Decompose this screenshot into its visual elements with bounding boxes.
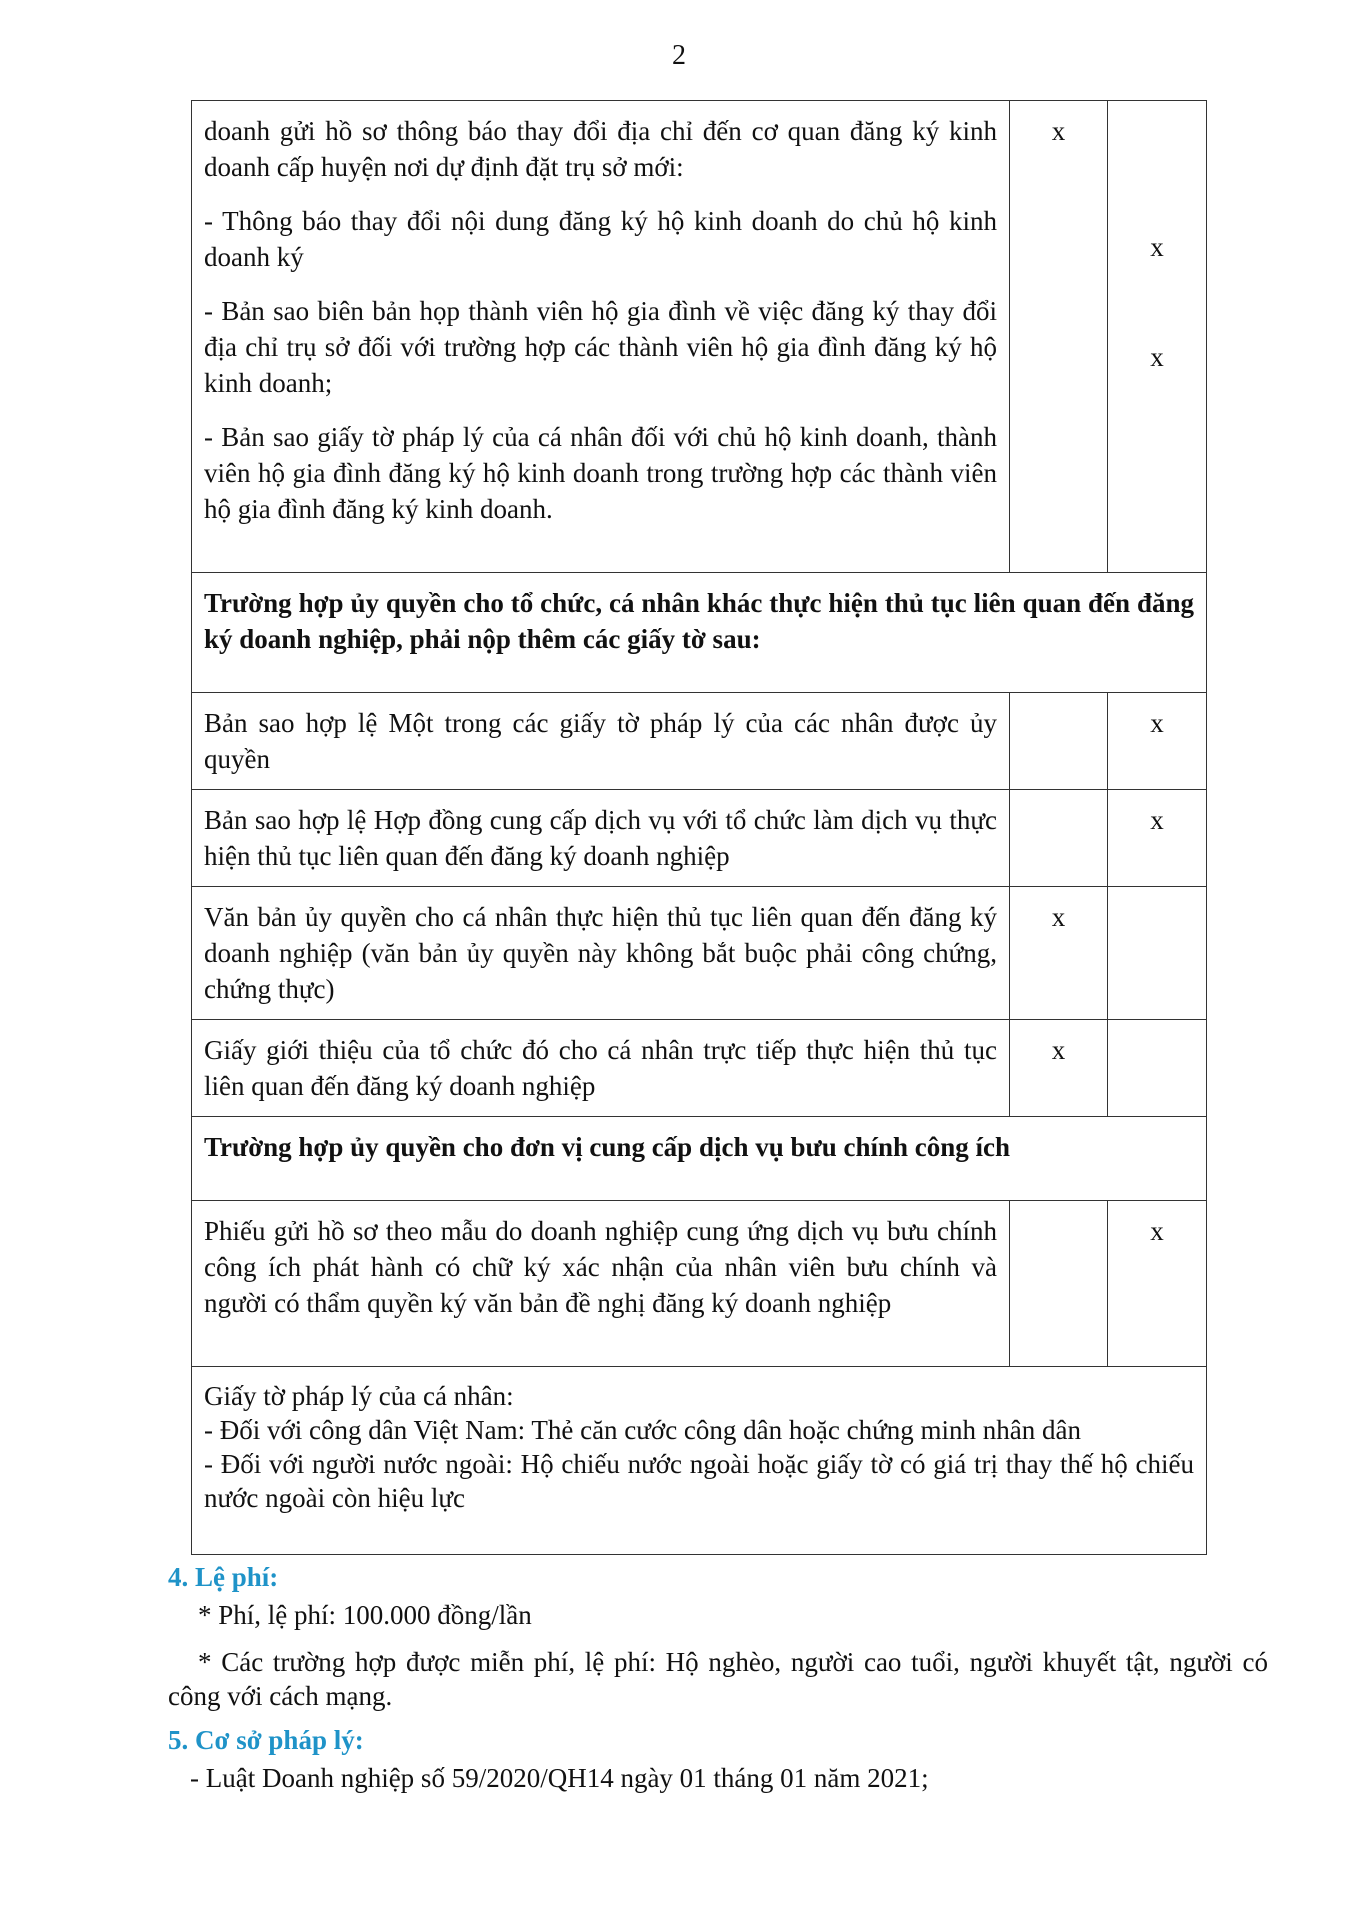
- copy-cell: [1108, 1020, 1207, 1117]
- table-row: [192, 101, 1207, 573]
- table-heading-row: [192, 1117, 1207, 1201]
- original-copy-cell: [1010, 790, 1108, 887]
- original-copy-cell: [1010, 887, 1108, 1020]
- document-description: Bản sao hợp lệ Hợp đồng cung cấp dịch vụ với tổ chức làm dịch vụ thực hiện thủ tục liên quan đến đăng ký doanh nghiệp: [192, 790, 1010, 887]
- row-paragraph: - Thông báo thay đổi nội dung đăng ký hộ kinh doanh do chủ hộ kinh doanh ký: [204, 206, 997, 272]
- check-mark: x: [1051, 902, 1066, 932]
- row-paragraph: - Bản sao biên bản họp thành viên hộ gia đình về việc đăng ký thay đổi địa chỉ trụ sở đối với trường hợp các thành viên hộ gia đình đăng ký hộ kinh doanh;: [204, 296, 997, 398]
- table-row: [192, 693, 1207, 790]
- legal-papers-note: [192, 1367, 1207, 1555]
- copy-cell: [1108, 101, 1207, 573]
- legal-basis-text: - Luật Doanh nghiệp số 59/2020/QH14 ngày 01 tháng 01 năm 2021;: [190, 1763, 929, 1793]
- note-line: - Đối với người nước ngoài: Hộ chiếu nước ngoài hoặc giấy tờ có giá trị thay thế hộ chiếu nước ngoài còn hiệu lực: [204, 1449, 1194, 1513]
- check-mark: x: [1051, 116, 1066, 146]
- check-mark: x: [1150, 1216, 1164, 1246]
- document-description: Phiếu gửi hồ sơ theo mẫu do doanh nghiệp cung ứng dịch vụ bưu chính công ích phát hành có chữ ký xác nhận của nhân viên bưu chính và người có thẩm quyền ký văn bản đề nghị đăng ký doanh nghiệp: [192, 1201, 1010, 1367]
- row-paragraph: - Bản sao giấy tờ pháp lý của cá nhân đối với chủ hộ kinh doanh, thành viên hộ gia đình đăng ký hộ kinh doanh trong trường hợp các thành viên hộ gia đình đăng ký kinh doanh.: [204, 422, 997, 524]
- original-copy-cell: [1010, 693, 1108, 790]
- original-copy-cell: [1010, 1201, 1108, 1367]
- original-copy-cell: [1010, 101, 1108, 573]
- fee-text: * Phí, lệ phí: 100.000 đồng/lần: [198, 1600, 532, 1630]
- copy-cell: [1108, 1201, 1207, 1367]
- table-heading-row: [192, 573, 1207, 693]
- table-row: [192, 1020, 1207, 1117]
- copy-cell: [1108, 790, 1207, 887]
- copy-cell: [1108, 887, 1207, 1020]
- document-description: Bản sao hợp lệ Một trong các giấy tờ pháp lý của các nhân được ủy quyền: [192, 693, 1010, 790]
- check-mark: x: [1150, 708, 1164, 738]
- check-mark: x: [1051, 1035, 1066, 1065]
- section-title-fee: 4. Lệ phí:: [168, 1562, 279, 1592]
- copy-cell: [1108, 693, 1207, 790]
- document-description: [192, 101, 1010, 573]
- row-paragraph: doanh gửi hồ sơ thông báo thay đổi địa chỉ đến cơ quan đăng ký kinh doanh cấp huyện nơi dự định đặt trụ sở mới:: [204, 116, 997, 182]
- table-row: [192, 790, 1207, 887]
- note-line: Giấy tờ pháp lý của cá nhân:: [204, 1381, 514, 1411]
- original-copy-cell: [1010, 1020, 1108, 1117]
- fee-exemption-text: * Các trường hợp được miễn phí, lệ phí: Hộ nghèo, người cao tuổi, người khuyết tật, người có công với cách mạng.: [168, 1647, 1268, 1711]
- table-row: [192, 1201, 1207, 1367]
- section-title-legal-basis: 5. Cơ sở pháp lý:: [168, 1725, 364, 1755]
- note-line: - Đối với công dân Việt Nam: Thẻ căn cước công dân hoặc chứng minh nhân dân: [204, 1415, 1081, 1445]
- document-description: Giấy giới thiệu của tổ chức đó cho cá nhân trực tiếp thực hiện thủ tục liên quan đến đăng ký doanh nghiệp: [192, 1020, 1010, 1117]
- check-mark: x: [1150, 342, 1164, 372]
- table-row: [192, 887, 1207, 1020]
- table-note-row: [192, 1367, 1207, 1555]
- section-heading: Trường hợp ủy quyền cho đơn vị cung cấp dịch vụ bưu chính công ích: [192, 1117, 1207, 1201]
- section-heading: Trường hợp ủy quyền cho tổ chức, cá nhân khác thực hiện thủ tục liên quan đến đăng ký doanh nghiệp, phải nộp thêm các giấy tờ sau:: [192, 573, 1207, 693]
- page-number: 2: [672, 40, 686, 71]
- document-description: Văn bản ủy quyền cho cá nhân thực hiện thủ tục liên quan đến đăng ký doanh nghiệp (văn bản ủy quyền này không bắt buộc phải công chứng, chứng thực): [192, 887, 1010, 1020]
- check-mark: x: [1150, 805, 1164, 835]
- check-mark: x: [1150, 232, 1164, 262]
- documents-table: [191, 100, 1207, 1555]
